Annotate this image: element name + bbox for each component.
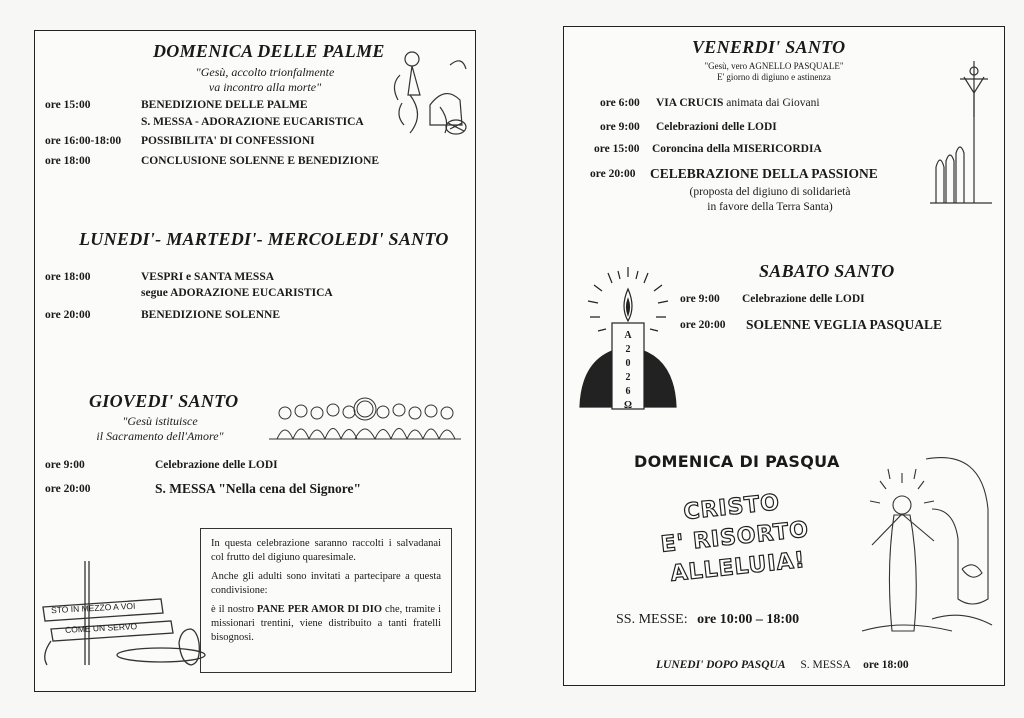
palme-item-1: BENEDIZIONE DELLE PALME <box>141 99 308 111</box>
lunedi-pasqua-row <box>656 659 909 671</box>
crucifixion-illustration <box>930 57 992 207</box>
palme-time-1: ore 15:00 <box>45 99 91 111</box>
giovedi-time-2: ore 20:00 <box>45 483 91 495</box>
venerdi-sub-2: E' giorno di digiuno e astinenza <box>717 72 831 82</box>
venerdi-item-3: Coroncina della MISERICORDIA <box>652 143 822 155</box>
left-page <box>34 30 476 692</box>
settimana-item-2: segue ADORAZIONE EUCARISTICA <box>141 287 333 299</box>
venerdi-time-3: ore 15:00 <box>594 143 640 155</box>
sabato-time-2: ore 20:00 <box>680 319 726 331</box>
cross-banner-2: COME UN SERVO <box>64 621 138 635</box>
risorto-line-2: E' RISORTO <box>659 517 811 558</box>
note-paragraph-3 <box>211 603 441 645</box>
candle-digit-1: 2 <box>625 344 631 355</box>
palme-item-2: S. MESSA - ADORAZIONE EUCARISTICA <box>141 116 364 128</box>
last-supper-illustration <box>267 397 463 441</box>
venerdi-item-1 <box>656 97 820 109</box>
giovedi-title: GIOVEDI' SANTO <box>89 391 239 411</box>
settimana-item-1: VESPRI e SANTA MESSA <box>141 271 275 283</box>
giovedi-quote-line-2: il Sacramento dell'Amore" <box>96 429 224 443</box>
lunedi-pasqua-messa: S. MESSA <box>800 659 851 671</box>
palme-title: DOMENICA DELLE PALME <box>153 41 385 61</box>
lunedi-pasqua-time: ore 18:00 <box>863 659 909 671</box>
venerdi-item-1-bold: VIA CRUCIS <box>656 97 724 109</box>
sabato-title: SABATO SANTO <box>759 261 895 281</box>
sabato-item-2: SOLENNE VEGLIA PASQUALE <box>746 317 943 332</box>
candle-digit-2: 0 <box>625 358 631 369</box>
giovedi-quote <box>85 414 235 444</box>
settimana-item-3: BENEDIZIONE SOLENNE <box>141 309 280 321</box>
palme-time-4: ore 18:00 <box>45 155 91 167</box>
palme-item-3: POSSIBILITA' DI CONFESSIONI <box>141 135 315 147</box>
candle-inscription <box>612 329 644 413</box>
palme-quote-line-1: "Gesù, accolto trionfalmente <box>195 65 335 79</box>
donation-note-box <box>200 528 452 673</box>
risorto-line-3: ALLELUIA! <box>669 547 807 587</box>
palme-quote <box>165 65 365 95</box>
risen-christ-illustration <box>862 449 994 635</box>
venerdi-note-2: in favore della Terra Santa) <box>707 201 833 213</box>
sabato-item-1: Celebrazione delle LODI <box>742 293 865 305</box>
right-page <box>563 26 1005 686</box>
settimana-time-3: ore 20:00 <box>45 309 91 321</box>
giovedi-item-1: Celebrazione delle LODI <box>155 459 278 471</box>
settimana-title: LUNEDI'- MARTEDI'- MERCOLEDI' SANTO <box>79 229 449 249</box>
note-p3-pre: è il nostro <box>211 604 257 615</box>
pasqua-title: DOMENICA DI PASQUA <box>634 452 840 471</box>
giovedi-quote-line-1: "Gesù istituisce <box>122 414 198 428</box>
messe-row <box>616 612 799 628</box>
venerdi-time-1: ore 6:00 <box>600 97 640 109</box>
candle-digit-3: 2 <box>625 372 631 383</box>
venerdi-title: VENERDI' SANTO <box>692 37 846 57</box>
candle-omega: Ω <box>623 400 632 411</box>
venerdi-time-4: ore 20:00 <box>590 168 636 180</box>
venerdi-note <box>650 185 890 215</box>
giovedi-time-1: ore 9:00 <box>45 459 85 471</box>
candle-alpha: A <box>624 330 632 341</box>
palme-quote-line-2: va incontro alla morte" <box>208 80 322 94</box>
messe-times: ore 10:00 – 18:00 <box>697 612 800 627</box>
note-p3-bold: PANE PER AMOR DI DIO <box>256 604 383 615</box>
palme-item-4: CONCLUSIONE SOLENNE E BENEDIZIONE <box>141 155 380 167</box>
cristo-risorto-banner <box>656 485 815 590</box>
messe-label: SS. MESSE: <box>616 612 688 627</box>
risorto-line-1: CRISTO <box>682 490 782 526</box>
lunedi-pasqua-label: LUNEDI' DOPO PASQUA <box>656 659 786 671</box>
venerdi-item-4: CELEBRAZIONE DELLA PASSIONE <box>650 166 878 181</box>
venerdi-time-2: ore 9:00 <box>600 121 640 133</box>
venerdi-subtitle <box>664 61 884 83</box>
venerdi-sub-1: "Gesù, vero AGNELLO PASQUALE" <box>704 61 844 71</box>
venerdi-item-2: Celebrazioni delle LODI <box>656 121 777 133</box>
cross-banner-1: STO IN MEZZO A VOI <box>50 600 136 616</box>
note-paragraph-1: In questa celebrazione saranno raccolti i salvadanai col frutto del digiuno quaresimale. <box>211 538 441 563</box>
palm-sunday-illustration <box>390 45 468 137</box>
giovedi-item-2: S. MESSA "Nella cena del Signore" <box>155 481 362 496</box>
note-paragraph-2: Anche gli adulti sono invitati a partecipare a questa condivisione: <box>211 571 441 596</box>
candle-digit-4: 6 <box>625 386 631 397</box>
venerdi-note-1: (proposta del digiuno di solidarietà <box>689 186 851 198</box>
settimana-time-1: ore 18:00 <box>45 271 91 283</box>
palme-time-3: ore 16:00-18:00 <box>45 135 122 147</box>
note-p3-post: che, tramite i missionari trentini, viene distribuito a tanti fratelli bisognosi. <box>211 604 441 643</box>
sabato-time-1: ore 9:00 <box>680 293 720 305</box>
servant-cross-illustration <box>41 559 201 671</box>
venerdi-item-1-norm: animata dai Giovani <box>723 97 820 109</box>
